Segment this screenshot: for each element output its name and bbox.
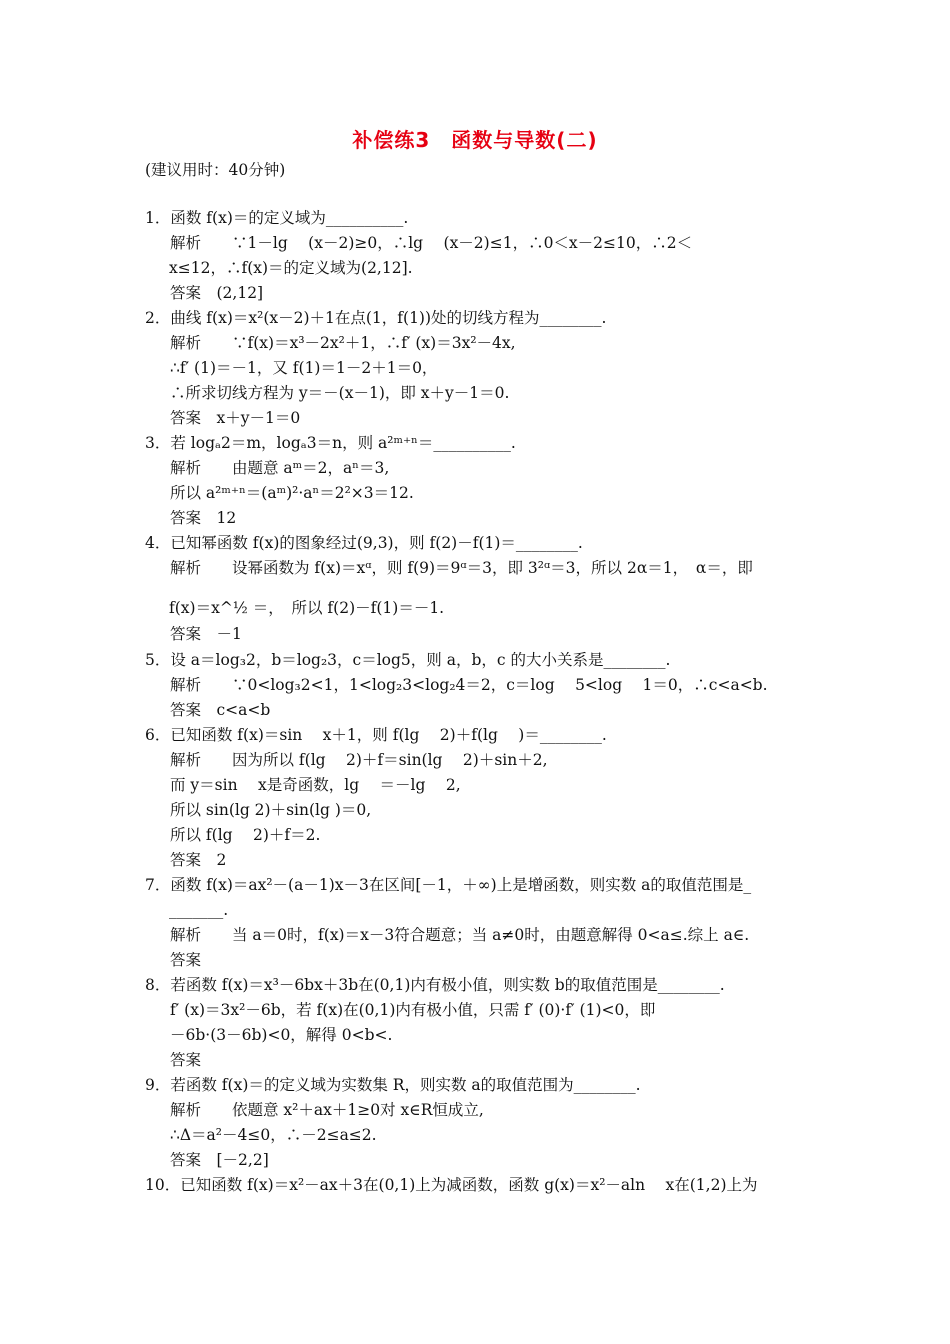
q1-stem: 1．函数 f(x)＝的定义域为__________. (145, 209, 409, 227)
q5-stem: 5．设 a＝log₃2，b＝log₂3，c＝log5，则 a，b，c 的大小关系是________. (145, 651, 671, 669)
q2-stem: 2．曲线 f(x)＝x²(x－2)＋1在点(1，f(1))处的切线方程为________. (145, 309, 607, 327)
q1-analysis: 解析 ∵1－lg (x－2)≥0，∴lg (x－2)≤1，∴0＜x－2≤10，∴2＜ (170, 234, 693, 252)
q4-analysis-cont: f(x)＝x^½ ＝， 所以 f(2)－f(1)＝－1. (169, 599, 445, 617)
q9-stem: 9．若函数 f(x)＝的定义域为实数集 R，则实数 a的取值范围为________. (145, 1076, 641, 1094)
q6-analysis-cont: 所以 f(lg 2)＋f＝2. (170, 826, 321, 844)
q9-answer: 答案 [－2,2] (170, 1151, 269, 1169)
q7-analysis: 解析 当 a＝0时，f(x)＝x－3符合题意；当 a≠0时，由题意解得 0<a≤.综上 a∈. (170, 926, 750, 944)
q6-analysis-cont: 而 y＝sin x是奇函数，lg ＝－lg 2, (170, 776, 461, 794)
q7-stem: 7．函数 f(x)＝ax²－(a－1)x－3在区间[－1，＋∞)上是增函数，则实数 a的取值范围是_ (145, 876, 752, 894)
q5-answer: 答案 c<a<b (170, 701, 271, 719)
q3-stem: 3．若 logₐ2＝m，logₐ3＝n，则 a²ᵐ⁺ⁿ＝__________. (145, 434, 516, 452)
q4-stem: 4．已知幂函数 f(x)的图象经过(9,3)，则 f(2)－f(1)＝________. (145, 534, 583, 552)
q10-stem: 10．已知函数 f(x)＝x²－ax＋3在(0,1)上为减函数，函数 g(x)＝x²－aln x在(1,2)上为 (145, 1176, 758, 1194)
time-note: (建议用时：40分钟) (145, 161, 286, 179)
q6-answer: 答案 2 (170, 851, 227, 869)
page-title: 补偿练3 函数与导数(二) (352, 128, 598, 152)
q8-answer: 答案 (170, 1051, 202, 1069)
q5-analysis: 解析 ∵0<log₃2<1，1<log₂3<log₂4＝2，c＝log 5<log 1＝0，∴c<a<b. (170, 676, 768, 694)
q3-answer: 答案 12 (170, 509, 237, 527)
q1-analysis-cont: x≤12，∴f(x)＝的定义域为(2,12]. (169, 259, 413, 277)
q7-stem-cont: _______. (169, 901, 229, 919)
q2-analysis-cont: ∴f′ (1)＝－1，又 f(1)＝1－2＋1＝0， (170, 359, 438, 377)
q3-analysis-cont: 所以 a²ᵐ⁺ⁿ＝(aᵐ)²·aⁿ＝2²×3＝12. (170, 484, 414, 502)
q2-answer: 答案 x＋y－1＝0 (170, 409, 301, 427)
q8-stem: 8．若函数 f(x)＝x³－6bx＋3b在(0,1)内有极小值，则实数 b的取值范围是________. (145, 976, 725, 994)
q6-analysis: 解析 因为所以 f(lg 2)＋f＝sin(lg 2)＋sin＋2, (170, 751, 548, 769)
q2-analysis-cont: ∴所求切线方程为 y＝－(x－1)，即 x＋y－1＝0. (170, 384, 510, 402)
q1-answer: 答案 (2,12] (170, 284, 264, 302)
q7-answer: 答案 (170, 951, 202, 969)
q3-analysis: 解析 由题意 aᵐ＝2，aⁿ＝3, (170, 459, 390, 477)
q6-analysis-cont: 所以 sin(lg 2)＋sin(lg )＝0, (170, 801, 372, 819)
q9-analysis: 解析 依题意 x²＋ax＋1≥0对 x∈R恒成立, (170, 1101, 484, 1119)
q6-stem: 6．已知函数 f(x)＝sin x＋1，则 f(lg 2)＋f(lg )＝________. (145, 726, 607, 744)
q2-analysis: 解析 ∵f(x)＝x³－2x²＋1，∴f′ (x)＝3x²－4x, (170, 334, 516, 352)
q4-answer: 答案 －1 (170, 625, 242, 643)
q4-analysis: 解析 设幂函数为 f(x)＝xᵅ，则 f(9)＝9ᵅ＝3，即 3²ᵅ＝3，所以 2α＝1， α＝，即 (170, 559, 753, 577)
q9-analysis-cont: ∴Δ＝a²－4≤0，∴－2≤a≤2. (170, 1126, 377, 1144)
q8-analysis-cont: －6b·(3－6b)<0，解得 0<b<. (170, 1026, 393, 1044)
q8-analysis: f′ (x)＝3x²－6b，若 f(x)在(0,1)内有极小值，只需 f′ (0)·f′ (1)<0，即 (170, 1001, 656, 1019)
